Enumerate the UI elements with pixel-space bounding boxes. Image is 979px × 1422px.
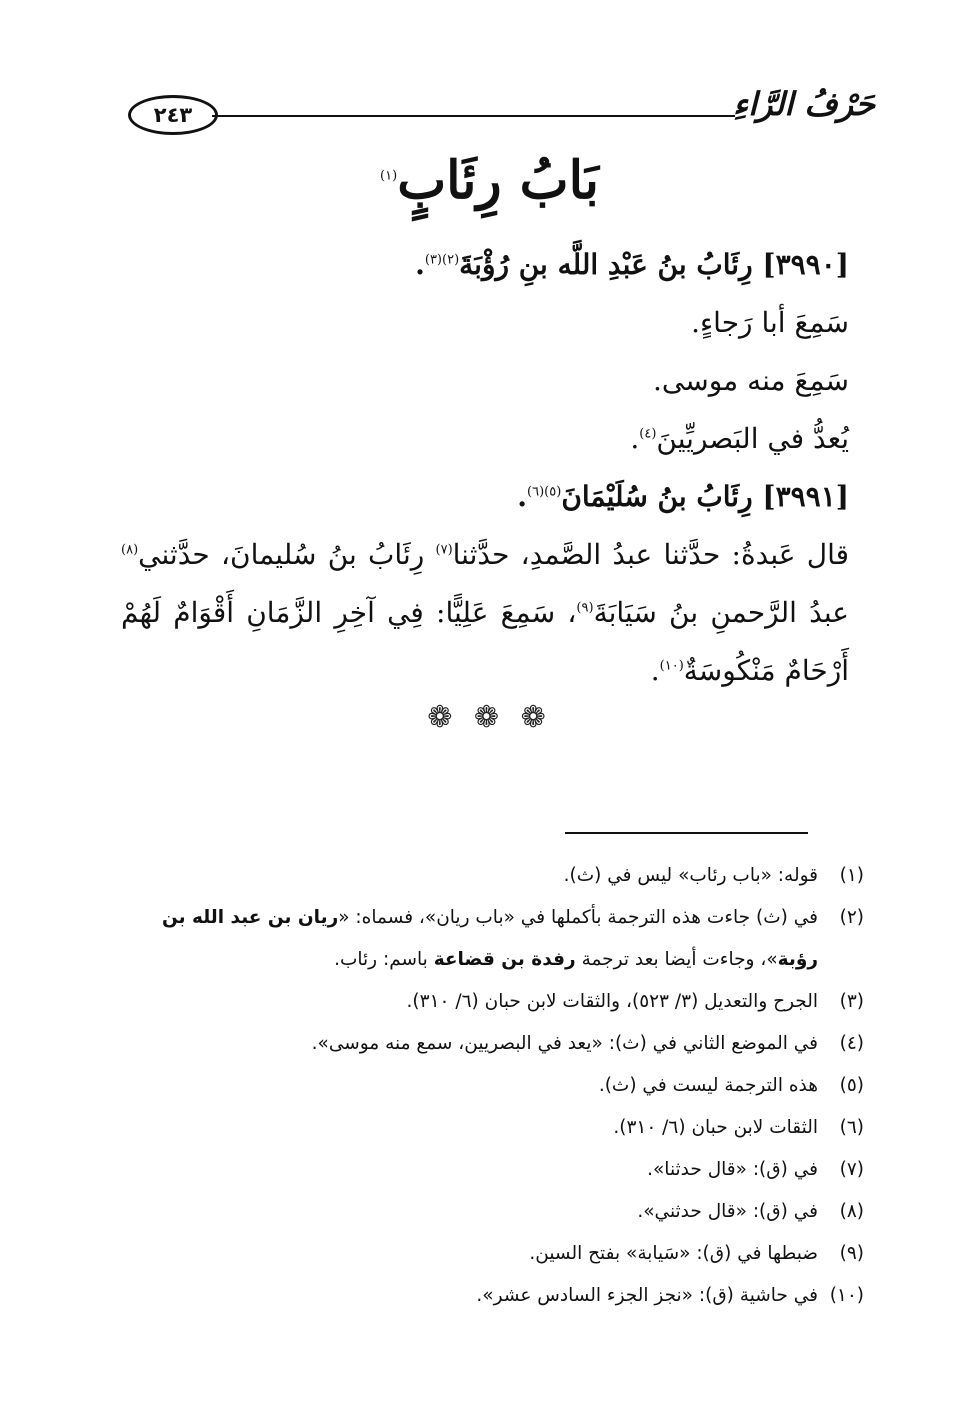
footnote-ref: (٨): [121, 542, 139, 558]
footnote-text: ضبطها في (ق): «سَيابة» بفتح السين.: [529, 1243, 818, 1264]
footnote: [104, 1065, 864, 1107]
entry-title: [٣٩٩١] رِئَابُ بنُ سُلَيْمَانَ: [561, 480, 849, 513]
footnote-number: (٥): [839, 1075, 864, 1096]
footnote: [104, 1149, 864, 1191]
footnote-ref: (٥)(٦): [527, 484, 562, 500]
page-number: ٢٤٣: [128, 95, 218, 135]
chapter-title: [0, 150, 979, 211]
footnote: [104, 1023, 864, 1065]
text-span: »، وجاءت أيضا بعد ترجمة: [575, 949, 778, 970]
entry-heading: [121, 236, 849, 294]
footnote-ref: (١): [380, 168, 398, 184]
text-span: قال عَبدةُ: حدَّثنا عبدُ الصَّمدِ، حدَّثنا: [452, 538, 849, 571]
text-line: سَمِعَ أبا رَجاءٍ.: [691, 306, 849, 339]
footnote-text: في الموضع الثاني في (ث): «يعد في البصريين، سمع منه موسى».: [311, 1033, 818, 1054]
section-ornament: ❁ ❁ ❁: [427, 700, 552, 735]
punctuation: .: [630, 422, 640, 455]
footnote-number: (٩): [839, 1243, 864, 1264]
bold-name: رفدة بن قضاعة: [433, 949, 576, 970]
footnote-number: (٢): [839, 907, 864, 928]
main-text: [121, 236, 849, 700]
footnote-text: قوله: «باب رئاب» ليس في (ث).: [563, 865, 818, 886]
page-header: [120, 85, 875, 145]
header-rule: [212, 115, 735, 117]
footnote-number: (١): [839, 865, 864, 886]
footnote: [104, 1191, 864, 1233]
text-span: يُعدُّ في البَصريِّينَ: [656, 422, 849, 455]
footnote-number: (٨): [839, 1201, 864, 1222]
footnote-number: (٤): [839, 1033, 864, 1054]
footnotes: [104, 855, 864, 1317]
footnote: [104, 1233, 864, 1275]
text-span: رِئَابُ بنُ سُليمانَ، حدَّثني: [138, 538, 436, 571]
footnote-number: (٦): [839, 1117, 864, 1138]
text-span: ، سَمِعَ عَلِيًّا: فِي آخِرِ الزَّمَانِ أَقْوَامٌ لَهُمْ أَرْحَامٌ مَنْكُوسَةٌ: [121, 596, 849, 687]
footnote: [104, 1275, 864, 1317]
footnote-text: الجرح والتعديل (٣/ ٥٢٣)، والثقات لابن حبان (٦/ ٣١٠).: [406, 991, 818, 1012]
footnote-text: في حاشية (ق): «نجز الجزء السادس عشر».: [476, 1285, 818, 1306]
entry-heading: [121, 468, 849, 526]
text-line: [121, 410, 849, 468]
footnote-ref: (٩): [576, 600, 594, 616]
narration-paragraph: [121, 526, 849, 700]
footnote-text: [104, 897, 818, 981]
footnote: [104, 897, 864, 981]
footnote: [104, 981, 864, 1023]
footnote-text: الثقات لابن حبان (٦/ ٣١٠).: [613, 1117, 818, 1138]
footnote-ref: (١٠): [659, 658, 684, 674]
bold-name: ريان بن عبد الله بن رؤبة: [162, 907, 818, 970]
running-title: حَرْفُ الرَّاءِ: [733, 85, 875, 123]
punctuation: .: [517, 480, 528, 513]
footnote: [104, 1107, 864, 1149]
text-line: سَمِعَ منه موسى.: [653, 364, 849, 397]
punctuation: .: [650, 654, 660, 687]
footnote-ref: (٤): [639, 426, 657, 442]
footnote-ref: (٢)(٣): [424, 252, 460, 268]
footnote-number: (٧): [839, 1159, 864, 1180]
punctuation: .: [415, 248, 425, 281]
footnote-text: هذه الترجمة ليست في (ث).: [598, 1075, 818, 1096]
footnote: [104, 855, 864, 897]
chapter-title-text: بَابُ رِئَابٍ: [397, 150, 599, 211]
footnote-ref: (٧): [435, 542, 453, 558]
text-span: في (ث) جاءت هذه الترجمة بأكملها في «باب ريان»، فسماه: «: [338, 907, 818, 928]
footnote-number: (١٠): [829, 1285, 864, 1306]
footnote-rule: [565, 832, 808, 834]
text-span: عبدُ الرَّحمنِ بنُ سَيَابَةَ: [593, 596, 849, 629]
footnote-text: في (ق): «قال حدثني».: [637, 1201, 818, 1222]
footnote-text: في (ق): «قال حدثنا».: [647, 1159, 818, 1180]
entry-title: [٣٩٩٠] رِئَابُ بنُ عَبْدِ اللَّه بنِ رُؤْبَةَ: [459, 248, 849, 281]
footnote-number: (٣): [839, 991, 864, 1012]
text-span: باسم: رئاب.: [334, 949, 434, 970]
